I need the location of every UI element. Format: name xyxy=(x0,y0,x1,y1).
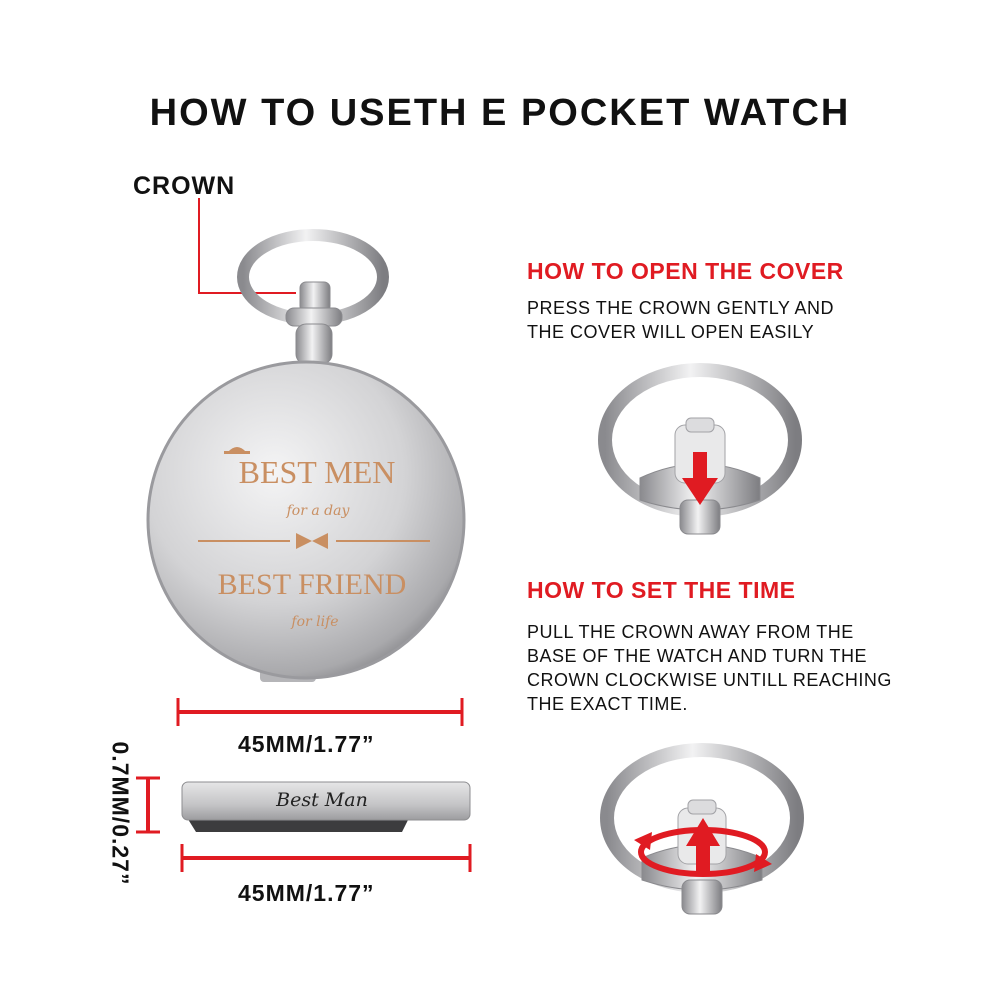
engraving-line4: for life xyxy=(291,614,339,630)
pocket-watch xyxy=(148,235,464,682)
set-time-heading: HOW TO SET THE TIME xyxy=(527,577,796,603)
watch-width-label: 45MM/1.77” xyxy=(238,731,375,757)
watch-pendant-collar xyxy=(286,308,342,326)
turn-crown-detail xyxy=(607,750,797,914)
clip-width-label: 45MM/1.77” xyxy=(238,880,375,906)
page-title: HOW TO USETH E POCKET WATCH xyxy=(149,92,851,134)
watch-width-dimension xyxy=(178,698,462,726)
set-time-text: PULL THE CROWN AWAY FROM THE BASE OF THE WATCH AND TURN THE CROWN CLOCKWISE UNTILL REACHING THE EXACT TIME. xyxy=(527,622,892,714)
watch-pendant-stem xyxy=(296,324,332,364)
press-crown-detail xyxy=(605,370,795,534)
engraving-line2: for a day xyxy=(286,503,350,519)
crown-label: CROWN xyxy=(133,172,236,200)
clip-thickness-dimension xyxy=(136,778,160,832)
open-cover-text: PRESS THE CROWN GENTLY AND THE COVER WILL OPEN EASILY xyxy=(527,298,835,342)
clip-width-dimension xyxy=(182,844,470,872)
watch-case xyxy=(148,362,464,678)
engraving-line3: BEST FRIEND xyxy=(217,568,407,601)
clip-thickness-label: 0.7MM/0.27” xyxy=(107,741,134,886)
engraving-line1: BEST MEN xyxy=(238,454,396,490)
open-cover-heading: HOW TO OPEN THE COVER xyxy=(527,258,844,284)
tie-clip xyxy=(182,782,470,832)
tie-clip-engraving: Best Man xyxy=(276,789,368,811)
